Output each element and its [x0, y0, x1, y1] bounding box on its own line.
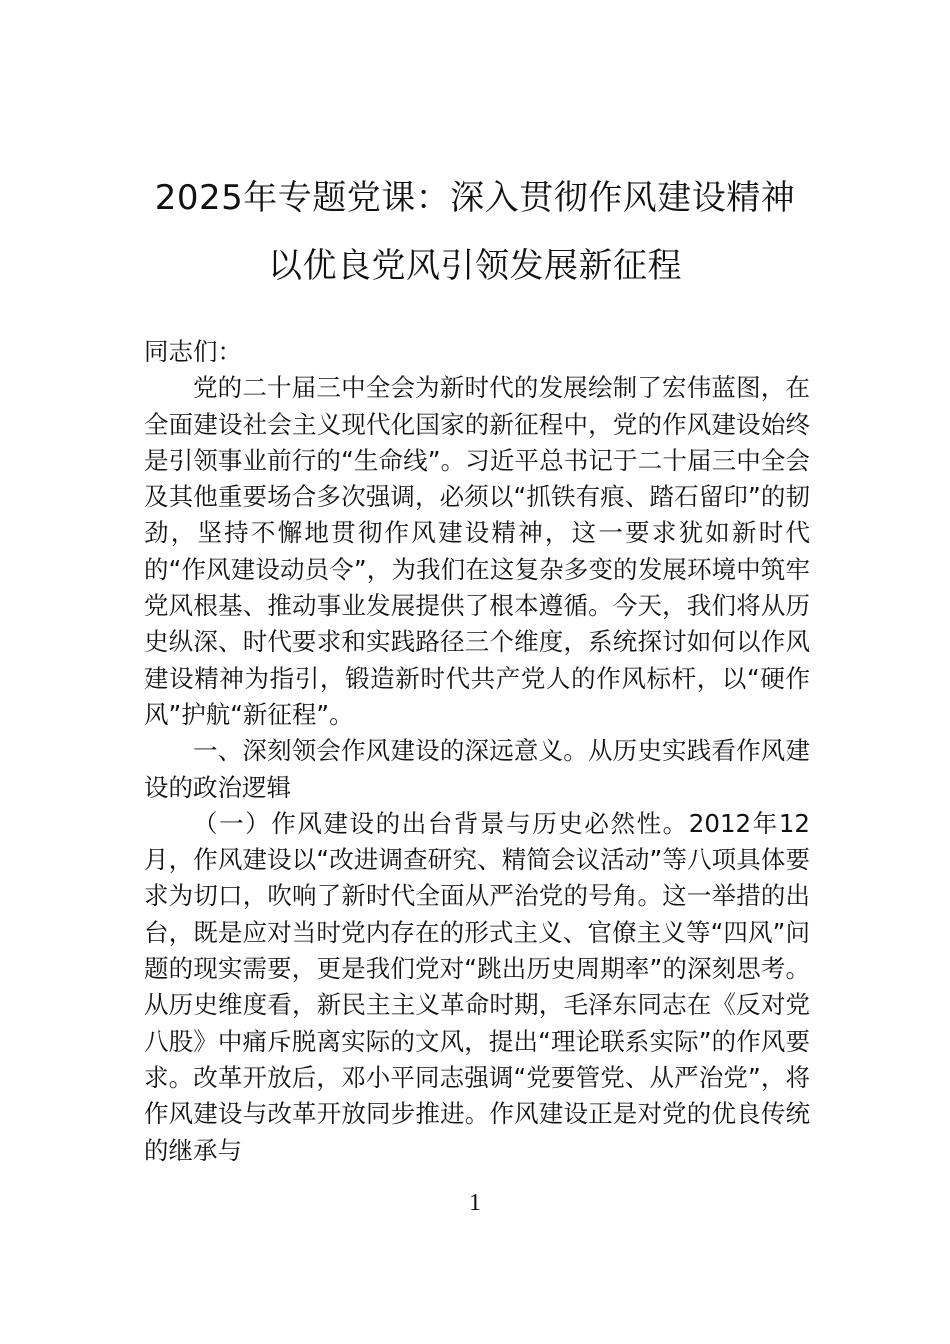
paragraph-subsection-1: （一）作风建设的出台背景与历史必然性。2012年12月，作风建设以“改进调查研究、精简会议活动”等八项具体要求为切口，吹响了新时代全面从严治党的号角。这一举措的出台，既是应对当时党内存在的形式主义、官僚主义等“四风”问题的现实需要，更是我们党对“跳出历史周期率”的深刻思考。从历史维度看，新民主主义革命时期，毛泽东同志在《反对党八股》中痛斥脱离实际的文风，提出“理论联系实际”的作风要求。改革开放后，邓小平同志强调“党要管党、从严治党”，将作风建设与改革开放同步推进。作风建设正是对党的优良传统的继承与 — [144, 808, 810, 1165]
document-body — [144, 334, 810, 1169]
salutation: 同志们： — [144, 337, 242, 366]
page-number: 1 — [469, 1190, 481, 1216]
section-heading-1: 一、深刻领会作风建设的深远意义。从历史实践看作风建设的政治逻辑 — [144, 736, 810, 802]
document-title-line-1: 2025年专题党课：深入贯彻作风建设精神 — [154, 178, 796, 218]
document-title-line-2: 以优良党风引领发展新征程 — [268, 246, 682, 286]
paragraph-intro: 党的二十届三中全会为新时代的发展绘制了宏伟蓝图，在全面建设社会主义现代化国家的新征程中，党的作风建设始终是引领事业前行的“生命线”。习近平总书记于二十届三中全会及其他重要场合多次强调，必须以“抓铁有痕、踏石留印”的韧劲，坚持不懈地贯彻作风建设精神，这一要求犹如新时代的“作风建设动员令”，为我们在这复杂多变的发展环境中筑牢党风根基、推动事业发展提供了根本遵循。今天，我们将从历史纵深、时代要求和实践路径三个维度，系统探讨如何以作风建设精神为指引，锻造新时代共产党人的作风标杆，以“硬作风”护航“新征程”。 — [144, 373, 810, 729]
